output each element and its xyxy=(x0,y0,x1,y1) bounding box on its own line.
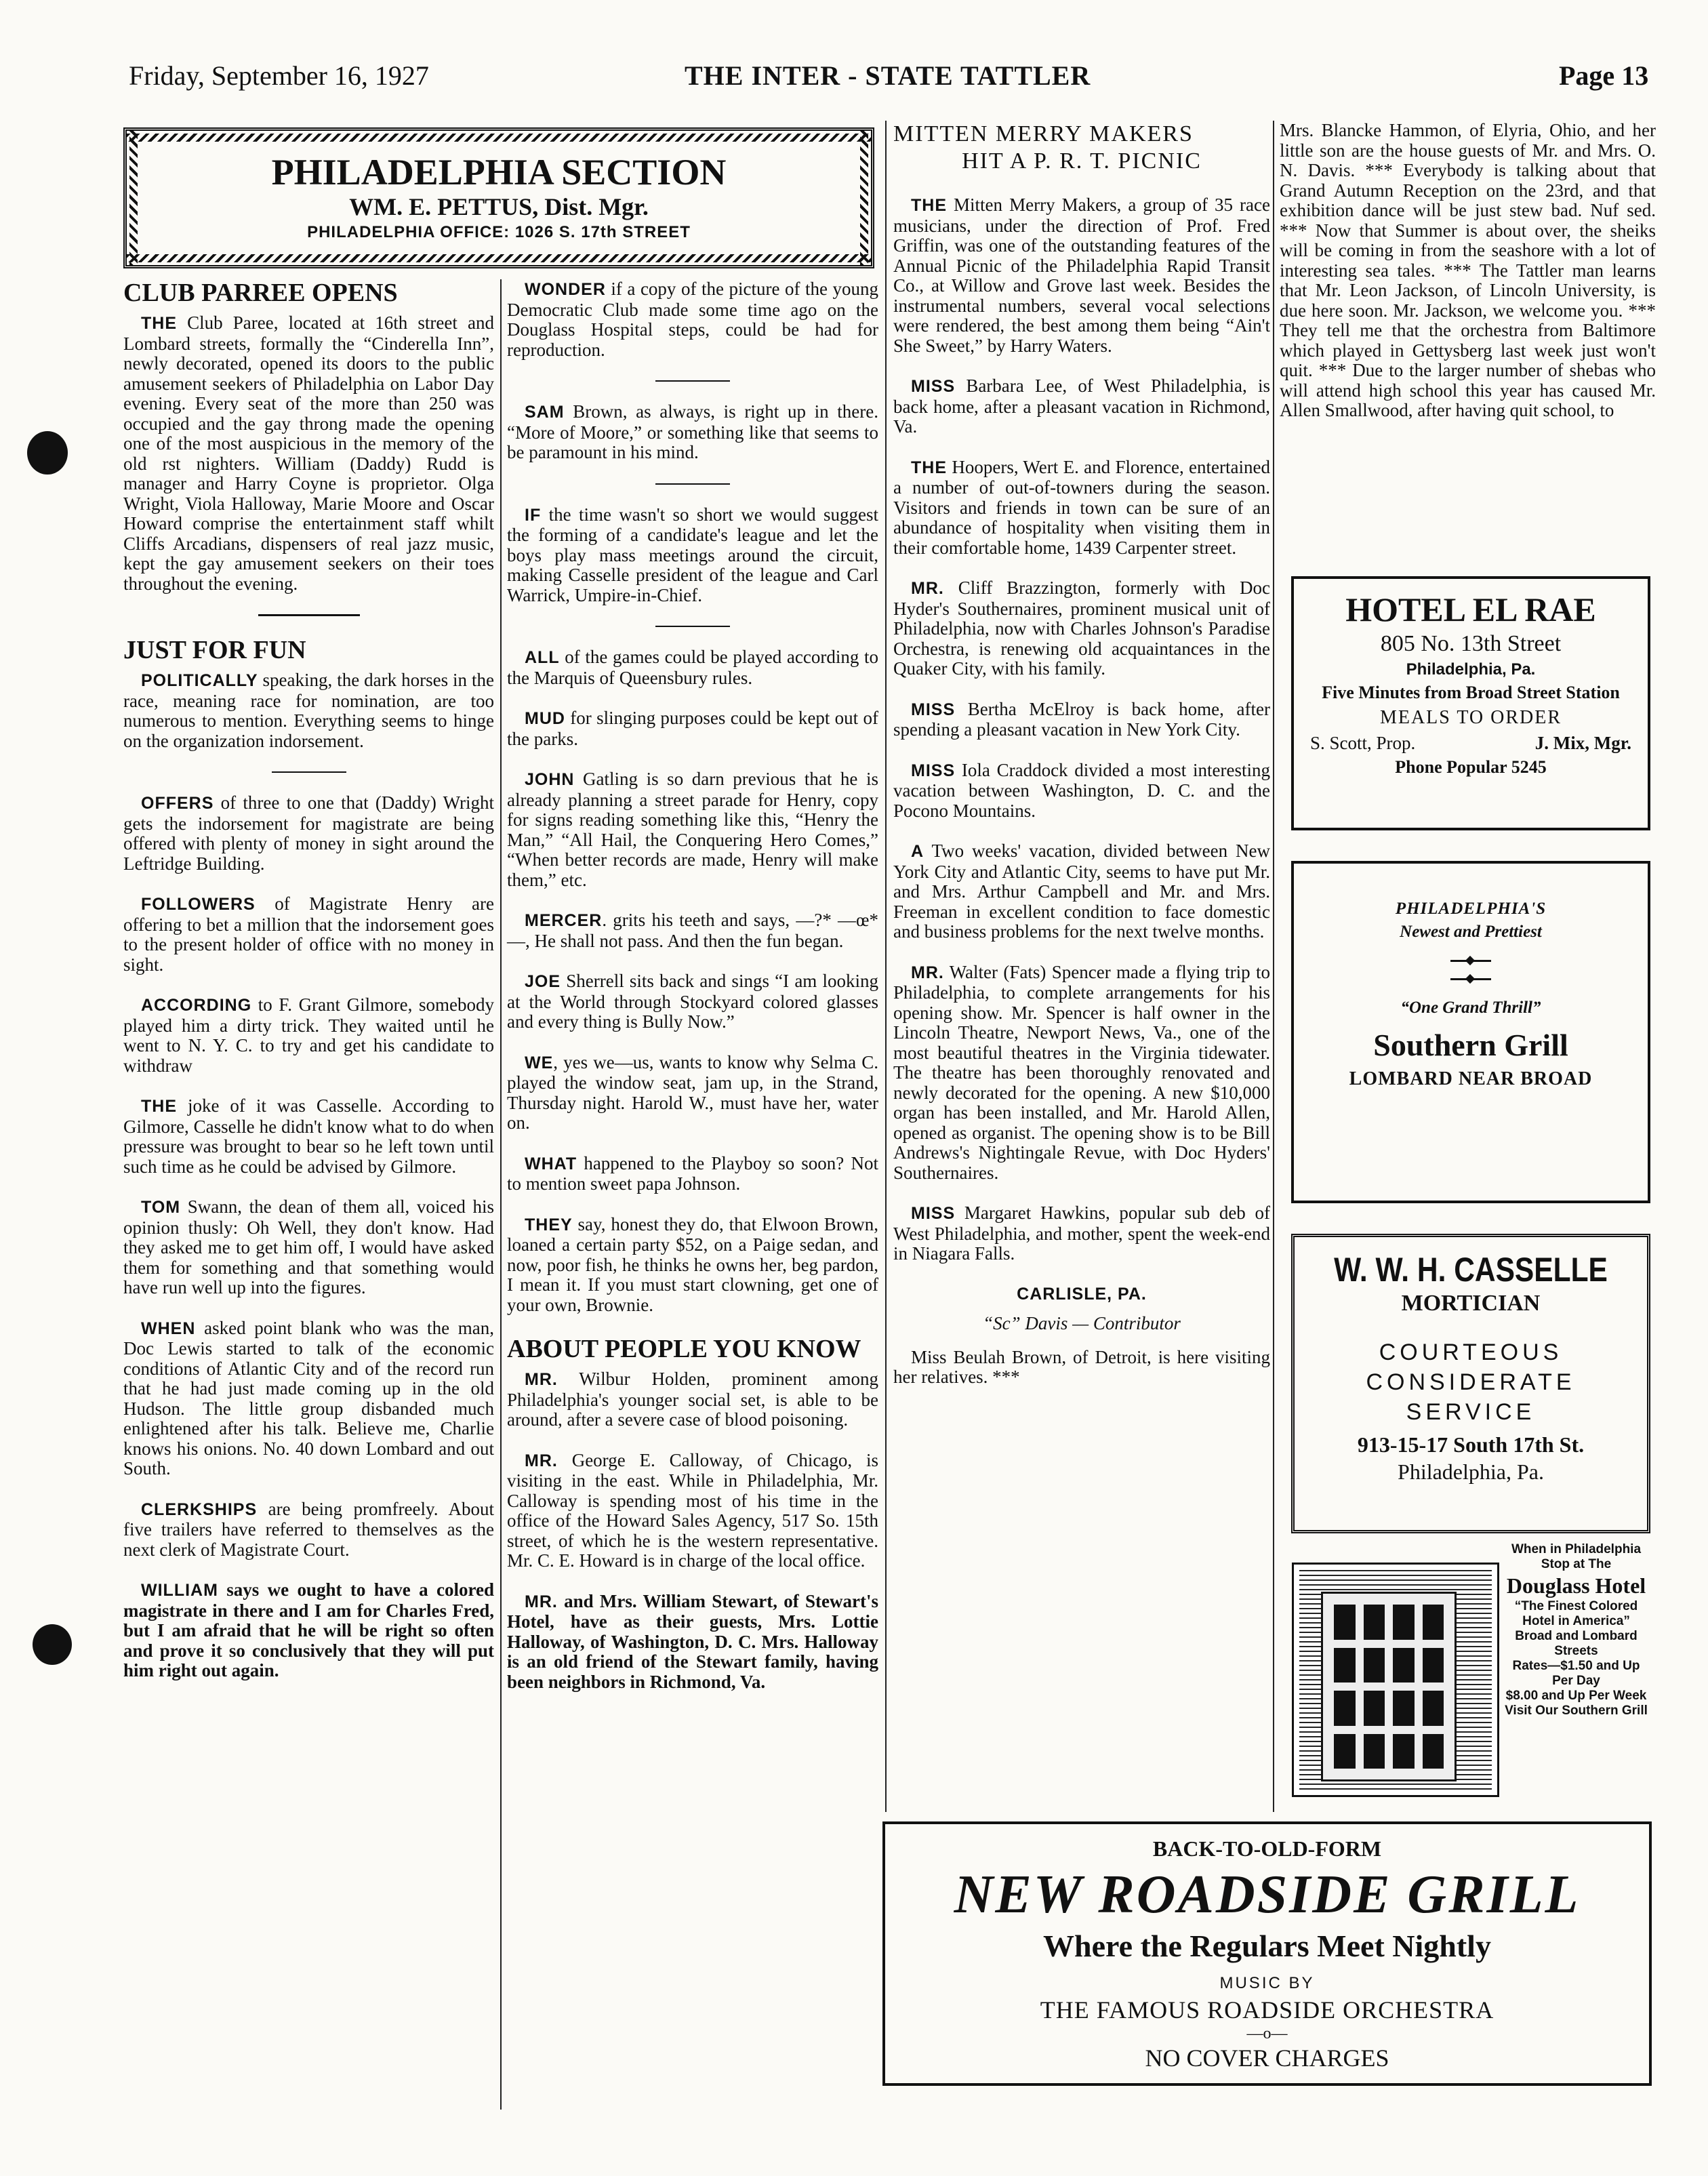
douglass-line5: $8.00 and Up Per Week xyxy=(1505,1689,1647,1703)
douglass-hotel-text xyxy=(1503,1542,1649,1718)
hotel-staff xyxy=(1294,731,1648,755)
article-divider xyxy=(655,626,730,627)
roadside-music: MUSIC BY xyxy=(1219,1974,1315,1992)
article-paragraph: MERCER. grits his teeth and says, —?* —œ*—, He shall not pass. And then the fun began. xyxy=(507,910,878,951)
article-paragraph: MR. Cliff Brazzington, formerly with Doc Hyder's Southernaires, prominent musical unit of Philadelphia, now with Charles Johnson's Paradise Orchestra, is renewing old acquaintances in the Quaker City, with his family. xyxy=(893,578,1270,679)
roadside-tagline: Where the Regulars Meet Nightly xyxy=(1043,1929,1491,1963)
article-paragraph: THE Hoopers, Wert E. and Florence, entertained a number of out-of-towners during the season. Visitors and friends in town can be sure of an abundance of hospitality when visiting them in their comfortable home, 1439 Carpenter street. xyxy=(893,456,1270,558)
article-paragraph: MR. George E. Calloway, of Chicago, is visiting in the east. While in Philadelphia, Mr. Calloway is spending most of his time in the office of the Howard Sales Agency, 517 So. 15th street, of which he is the western representative. Mr. C. E. Howard is in charge of the local office. xyxy=(507,1449,878,1571)
just-for-fun-heading: JUST FOR FUN xyxy=(123,636,306,664)
column-4 xyxy=(1280,121,1656,441)
section-title: PHILADELPHIA SECTION xyxy=(271,152,727,193)
article-divider xyxy=(655,483,730,485)
philadelphia-section-banner xyxy=(123,127,874,268)
article-paragraph: THE joke of it was Casselle. According to Gilmore, Casselle he didn't know what to do when pressure was brought to bear so he left town until such time as he could be advised by Gilmore. xyxy=(123,1095,494,1177)
carlisle-byline: “Sc” Davis — Contributor xyxy=(983,1313,1181,1333)
article-paragraph: SAM Brown, as always, is right up in there. “More of Moore,” or something like that seems to be paramount in his mind. xyxy=(507,401,878,462)
district-manager: WM. E. PETTUS, Dist. Mgr. xyxy=(349,193,649,220)
article-paragraph: ALL of the games could be played according to the Marquis of Queensbury rules. xyxy=(507,647,878,688)
article-divider xyxy=(272,771,346,773)
article-paragraph: MISS Margaret Hawkins, popular sub deb of West Philadelphia, and mother, spent the week-end in Niagara Falls. xyxy=(893,1203,1270,1264)
banner-border-bottom xyxy=(127,254,871,262)
article-paragraph: WILLIAM says we ought to have a colored magistrate in there and I am for Charles Fred, but I am afraid that he will be right so often and prove it so conclusively that they will put him right out again. xyxy=(123,1579,494,1680)
banner-border-right xyxy=(860,131,868,265)
douglass-line3: Broad and Lombard Streets xyxy=(1515,1629,1638,1658)
article-paragraph: IF the time wasn't so short we would suggest the forming of a candidate's league and let the boys play mass meetings around the circuit, making Casselle president of the league and Carl Warrick, Umpire-in-Chief. xyxy=(507,504,878,605)
casselle-mortician-ad xyxy=(1291,1234,1650,1533)
roadside-orchestra: THE FAMOUS ROADSIDE ORCHESTRA xyxy=(1040,1996,1494,2023)
hotel-tagline: Five Minutes from Broad Street Station xyxy=(1322,683,1620,702)
column-2 xyxy=(507,279,878,1712)
douglass-name: Douglass Hotel xyxy=(1506,1573,1646,1598)
banner-border-left xyxy=(129,131,138,265)
southern-grill-ad xyxy=(1291,861,1650,1203)
article-paragraph: OFFERS of three to one that (Daddy) Wright gets the indorsement for magistrate are being offered with plenty of money in sight around the Leftridge Building. xyxy=(123,792,494,874)
column-3 xyxy=(893,121,1270,1408)
casselle-courteous: COURTEOUS xyxy=(1379,1339,1563,1365)
article-paragraph: THEY say, honest they do, that Elwoon Brown, loaned a certain party $52, on a Paige sedan, and now, poor fish, he thinks he owns her, beg pardon, I mean it. If you must start clowning, get one of your own, Brownie. xyxy=(507,1213,878,1315)
roadside-grill-ad xyxy=(882,1821,1652,2086)
article-paragraph: THE Mitten Merry Makers, a group of 35 race musicians, under the direction of Prof. Fred Griffin, was one of the outstanding features of the Annual Picnic of the Philadelphia Rapid Transit Co., at Willow and Grove last week. Besides the instrumental numbers, several vocal selections were rendered, the best among them being “Ain't She Sweet,” by Harry Waters. xyxy=(893,195,1270,356)
club-parree-heading: CLUB PARREE OPENS xyxy=(123,279,398,307)
hotel-name: HOTEL EL RAE xyxy=(1345,590,1596,628)
casselle-address: 913-15-17 South 17th St. xyxy=(1357,1432,1585,1457)
southern-grill-name: Southern Grill xyxy=(1373,1028,1568,1062)
article-divider xyxy=(258,614,360,616)
ink-blot xyxy=(33,1624,72,1665)
ornament-divider xyxy=(1450,960,1491,962)
article-paragraph: WHAT happened to the Playboy so soon? Not to mention sweet papa Johnson. xyxy=(507,1152,878,1194)
hotel-meals: MEALS TO ORDER xyxy=(1379,707,1562,728)
mitten-subheading: HIT A P. R. T. PICNIC xyxy=(962,148,1202,174)
hotel-el-rae-ad xyxy=(1291,576,1650,830)
column-rule xyxy=(885,121,887,1812)
society-notes: Mrs. Blancke Hammon, of Elyria, Ohio, and her little son are the house guests of Mr. and Mrs. O. N. Davis. *** Everybody is talking about that Grand Autumn Reception on the 23rd, and that exhibition dance will be just stew bad. Nuf sed. *** Now that Summer is about over, the sheiks will be coming in from the seashore with a lot of interesting sea tales. *** The Tattler man learns that Mr. Leon Jackson, of Lincoln University, is due here soon. Mr. Jackson, we welcome you. *** They tell me that the orchestra from Baltimore which played in Gettysberg last week just won't quit. *** Due to the larger number of shebas who will attend high school this year has caused Mr. Allen Smallwood, after having quit school, to xyxy=(1280,120,1656,420)
article-paragraph: WONDER if a copy of the picture of the young Democratic Club made some time ago on the Douglass Hospital steps, could be had for reproduction. xyxy=(507,279,878,360)
southern-line2: Newest and Prettiest xyxy=(1400,923,1542,941)
hotel-proprietor: S. Scott, Prop. xyxy=(1310,733,1416,753)
douglass-line4: Rates—$1.50 and Up Per Day xyxy=(1512,1659,1640,1688)
casselle-considerate: CONSIDERATE xyxy=(1366,1369,1576,1395)
article-paragraph: POLITICALLY speaking, the dark horses in the race, meaning race for nomination, are too numerous to mention. Everything seems to hinge on the organization indorsement. xyxy=(123,670,494,751)
roadside-cover: NO COVER CHARGES xyxy=(1145,2044,1389,2072)
newspaper-title: THE INTER - STATE TATTLER xyxy=(685,60,1091,91)
article-paragraph: THE Club Paree, located at 16th street and Lombard streets, formally the “Cinderella Inn”, newly decorated, opened its doors to the public amusement seekers of Philadelphia on Labor Day evening. Every seat of the more than 250 was occupied and the gay throng made the opening one of the most auspicious in the memory of the old rst nighters. William (Daddy) Rudd is manager and Harry Coyne is proprietor. Olga Wright, Viola Halloway, Marie Moore and Oscar Howard comprise the entertainment staff whilt Cliffs Arcadians, dispensers of real jazz music, kept the gay amusement seekers on their toes throughout the evening. xyxy=(123,313,494,594)
southern-line1: PHILADELPHIA'S xyxy=(1395,900,1547,918)
hotel-phone: Phone Popular 5245 xyxy=(1395,757,1547,777)
casselle-name: W. W. H. CASSELLE xyxy=(1334,1251,1608,1289)
mitten-heading: MITTEN MERRY MAKERS xyxy=(893,121,1194,146)
carlisle-heading: CARLISLE, PA. xyxy=(1017,1284,1147,1304)
banner-border-top xyxy=(127,134,871,142)
article-paragraph: A Two weeks' vacation, divided between New York City and Atlantic City, seems to have put Mr. and Mrs. Arthur Campbell and Mr. and Mrs. Freeman in excellent condition to face domestic and business problems for the next twelve months. xyxy=(893,841,1270,942)
article-paragraph: MR. and Mrs. William Stewart, of Stewart's Hotel, have as their guests, Mrs. Lottie Halloway, of Washington, D. C. Mrs. Halloway is an old friend of the Stewart family, having been neighbors in Richmond, Va. xyxy=(507,1590,878,1692)
office-address: PHILADELPHIA OFFICE: 1026 S. 17th STREET xyxy=(307,223,691,241)
article-paragraph: MR. Walter (Fats) Spencer made a flying trip to Philadelphia, to complete arrangements for his opening show. Mr. Spencer is half owner in the Lincoln Theatre, Newport News, Va., one of the most beautiful theatres in the Virginia tidewater. The theatre has been thoroughly renovated and newly decorated for the opening. A new $10,000 organ has been installed, and Mr. Harold Allen, opened as organist. The opening show is to be Bill Andrews's Nightingale Revue, with Doc Hyders' Southernaires. xyxy=(893,961,1270,1183)
ornament-divider xyxy=(1450,978,1491,980)
article-divider xyxy=(655,380,730,382)
hotel-address: 805 No. 13th Street xyxy=(1380,631,1562,656)
article-paragraph: CLERKSHIPS are being promfreely. About five trailers have referred to themselves as the next clerk of Magistrate Court. xyxy=(123,1498,494,1560)
douglass-hotel-ad xyxy=(1280,1542,1652,1807)
article-paragraph: MUD for slinging purposes could be kept out of the parks. xyxy=(507,708,878,749)
southern-line3: “One Grand Thrill” xyxy=(1400,999,1541,1017)
hotel-manager: J. Mix, Mgr. xyxy=(1534,733,1631,753)
article-paragraph: JOE Sherrell sits back and sings “I am looking at the World through Stockyard colored glasses and every thing is Bully Now.” xyxy=(507,971,878,1032)
douglass-line2: “The Finest Colored Hotel in America” xyxy=(1514,1599,1638,1628)
ink-blot xyxy=(27,431,68,475)
issue-date: Friday, September 16, 1927 xyxy=(129,60,429,91)
roadside-top: BACK-TO-OLD-FORM xyxy=(1152,1836,1382,1861)
southern-address: LOMBARD NEAR BROAD xyxy=(1349,1068,1593,1089)
column-rule xyxy=(1273,121,1274,1812)
casselle-service: SERVICE xyxy=(1406,1399,1536,1425)
article-paragraph: WE, yes we—us, wants to know why Selma C. played the window seat, jam up, in the Strand, Thursday night. Harold W., must have her, water on. xyxy=(507,1051,878,1133)
article-paragraph: TOM Swann, the dean of them all, voiced his opinion thusly: Oh Well, they don't know. Had they asked me to get him off, I would have asked them for something and that something would have run well up into the figures. xyxy=(123,1196,494,1297)
article-paragraph: MISS Iola Craddock divided a most interesting vacation between Washington, D. C. and the Pocono Mountains. xyxy=(893,759,1270,821)
roadside-name: NEW ROADSIDE GRILL xyxy=(954,1865,1581,1925)
casselle-city: Philadelphia, Pa. xyxy=(1398,1459,1544,1484)
article-paragraph: MR. Wilbur Holden, prominent among Philadelphia's younger social set, is able to be around, after a severe case of blood poisoning. xyxy=(507,1369,878,1430)
douglass-line6: Visit Our Southern Grill xyxy=(1505,1704,1648,1718)
hotel-city: Philadelphia, Pa. xyxy=(1406,660,1536,679)
page-number: Page 13 xyxy=(1559,60,1649,91)
article-paragraph: FOLLOWERS of Magistrate Henry are offering to bet a million that the indorsement goes to the present holder of office with no money in sight. xyxy=(123,893,494,975)
carlisle-paragraph: Miss Beulah Brown, of Detroit, is here visiting her relatives. *** xyxy=(893,1346,1270,1387)
douglass-line1: When in Philadelphia Stop at The xyxy=(1511,1542,1642,1571)
article-paragraph: ACCORDING to F. Grant Gilmore, somebody played him a dirty trick. They waited until he went to N. Y. C. to try and get his candidate to withdraw xyxy=(123,994,494,1076)
column-rule xyxy=(500,279,502,2110)
article-paragraph: MISS Barbara Lee, of West Philadelphia, is back home, after a pleasant vacation in Richmond, Va. xyxy=(893,376,1270,437)
casselle-role: MORTICIAN xyxy=(1401,1291,1541,1316)
roadside-separator: —o— xyxy=(1246,2025,1288,2042)
article-paragraph: MISS Bertha McElroy is back home, after spending a pleasant vacation in New York City. xyxy=(893,698,1270,740)
hotel-building-illustration xyxy=(1292,1563,1499,1797)
article-paragraph: WHEN asked point blank who was the man, Doc Lewis started to talk of the economic conditions of Atlantic City and of the record run that he had just made coming up in the old Hudson. The little group disbanded much enlightened after his talk. Believe me, Charlie knows his onions. No. 40 down Lombard and out South. xyxy=(123,1317,494,1478)
article-paragraph: JOHN Gatling is so darn previous that he is already planning a street parade for Henry, copy for signs reading something like this, “Henry the Man,” “All Hail, the Conquering Hero Comes,” “When better records are made, Henry will make them,” etc. xyxy=(507,769,878,890)
column-1 xyxy=(123,279,494,1701)
about-people-heading: ABOUT PEOPLE YOU KNOW xyxy=(507,1335,861,1363)
